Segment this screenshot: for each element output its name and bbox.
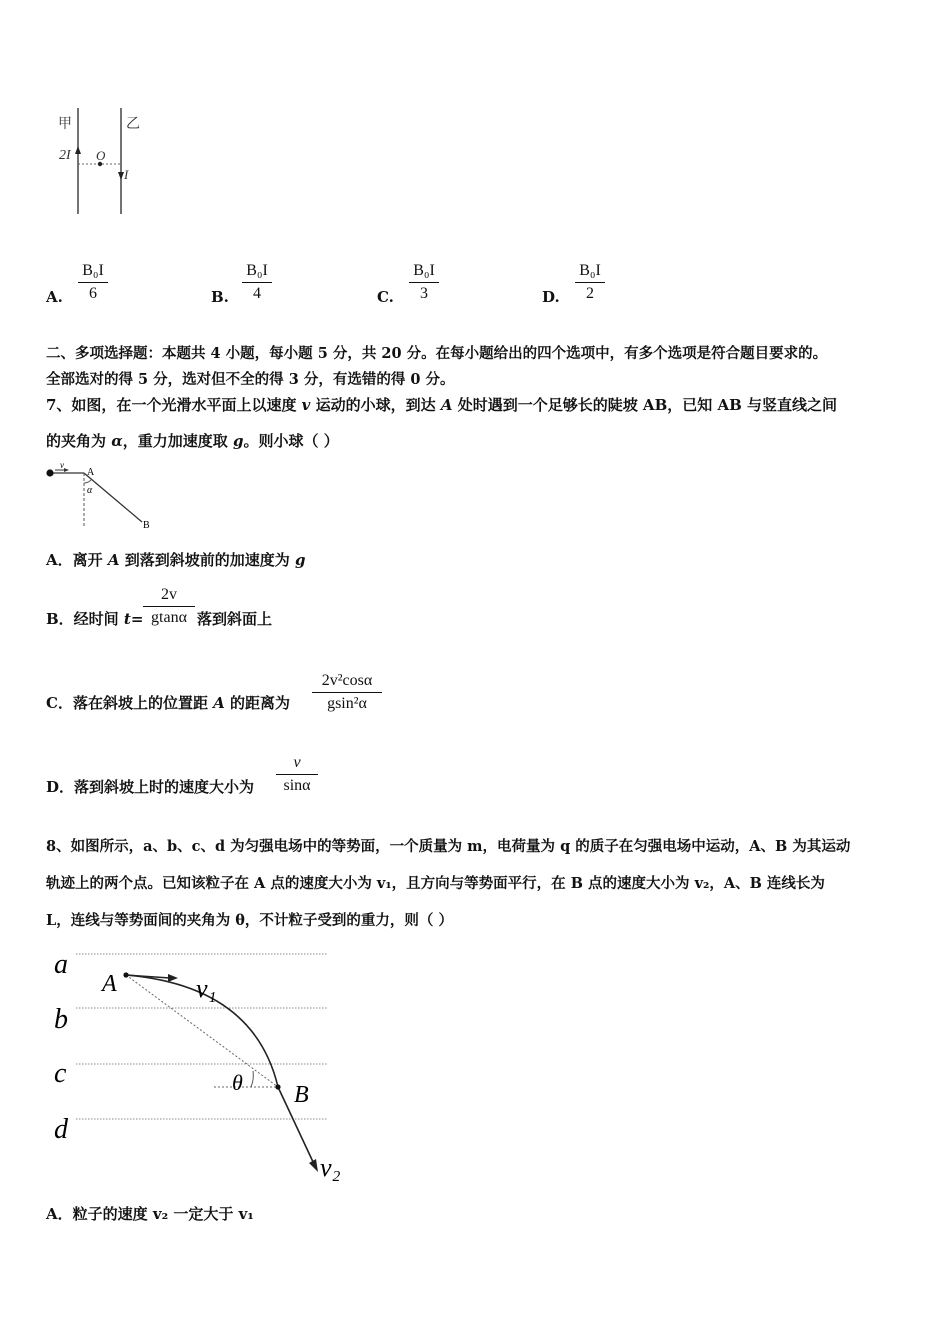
section-heading-line2: 全部选对的得 5 分，选对但不全的得 3 分，有选错的得 0 分。 [46, 371, 455, 388]
option-label: B. [211, 288, 229, 306]
fraction-numerator: B₀I [579, 262, 601, 279]
section-heading-line1: 二、多项选择题：本题共 4 小题，每小题 5 分，共 20 分。在每小题给出的四个选项中，有多个选项是符合题目要求的。 [46, 345, 828, 362]
left-current-label: 2I [59, 148, 71, 163]
point-o-label: O [96, 148, 106, 163]
q8-stem-line2: 轨迹上的两个点。已知该粒子在 A 点的速度大小为 v₁，且方向与等势面平行，在 B 点的速度大小为 v₂，A、B 连线长为 [46, 875, 825, 892]
plane-a-label: a [54, 949, 68, 980]
fraction-denominator: 2 [586, 285, 594, 302]
fraction-denominator: gtanα [151, 609, 187, 626]
fraction-denominator: sinα [283, 777, 311, 794]
q7-stem-line1: 7、如图，在一个光滑水平面上以速度 v 运动的小球，到达 A 处时遇到一个足够长的陡坡 AB，已知 AB 与竖直线之间 [46, 396, 838, 414]
fraction-numerator: 2v [161, 586, 177, 603]
fraction-denominator: 3 [420, 285, 428, 302]
q7-option-a[interactable]: A．离开 A 到落到斜坡前的加速度为 g [46, 551, 306, 569]
equipotential-figure [46, 944, 346, 1184]
slope-figure [42, 458, 162, 534]
q8-stem-line1: 8、如图所示，a、b、c、d 为匀强电场中的等势面，一个质量为 m，电荷量为 q 的质子在匀强电场中运动，A、B 为其运动 [46, 838, 851, 855]
q8-stem-line3: L，连线与等势面间的夹角为 θ，不计粒子受到的重力，则（ ） [46, 912, 453, 929]
theta-label: θ [232, 1070, 243, 1095]
fig-a-label: A [87, 467, 95, 478]
option-label: D. [542, 288, 560, 306]
point-a-label: A [102, 971, 117, 997]
fig-v-label: v [60, 460, 64, 470]
wires-figure [50, 108, 160, 220]
v1-label: v₁ [196, 974, 217, 1003]
fraction-denominator: gsin²α [327, 695, 367, 712]
fraction-numerator: B₀I [82, 262, 104, 279]
fig-b-label: B [143, 520, 150, 531]
option-label: A. [46, 288, 63, 306]
fraction-numerator: B₀I [413, 262, 435, 279]
fig-alpha-label: α [87, 485, 93, 496]
fraction-numerator: B₀I [246, 262, 268, 279]
plane-c-label: c [54, 1058, 67, 1089]
fraction-numerator: 2v²cosα [321, 672, 373, 689]
fraction-denominator: 6 [89, 285, 97, 302]
point-b-label: B [294, 1082, 309, 1108]
q7-stem-line2: 的夹角为 α，重力加速度取 g。则小球（ ） [46, 432, 339, 450]
plane-b-label: b [54, 1004, 68, 1035]
option-label: C. [377, 288, 394, 306]
v2-label: v₂ [320, 1153, 341, 1182]
right-current-label: I [124, 167, 129, 182]
right-wire-label: 乙 [126, 117, 140, 132]
left-wire-label: 甲 [58, 117, 72, 132]
fraction-numerator: v [293, 754, 301, 771]
plane-d-label: d [54, 1114, 68, 1145]
q8-option-a[interactable]: A．粒子的速度 v₂ 一定大于 v₁ [46, 1205, 254, 1223]
fraction-denominator: 4 [253, 285, 261, 302]
